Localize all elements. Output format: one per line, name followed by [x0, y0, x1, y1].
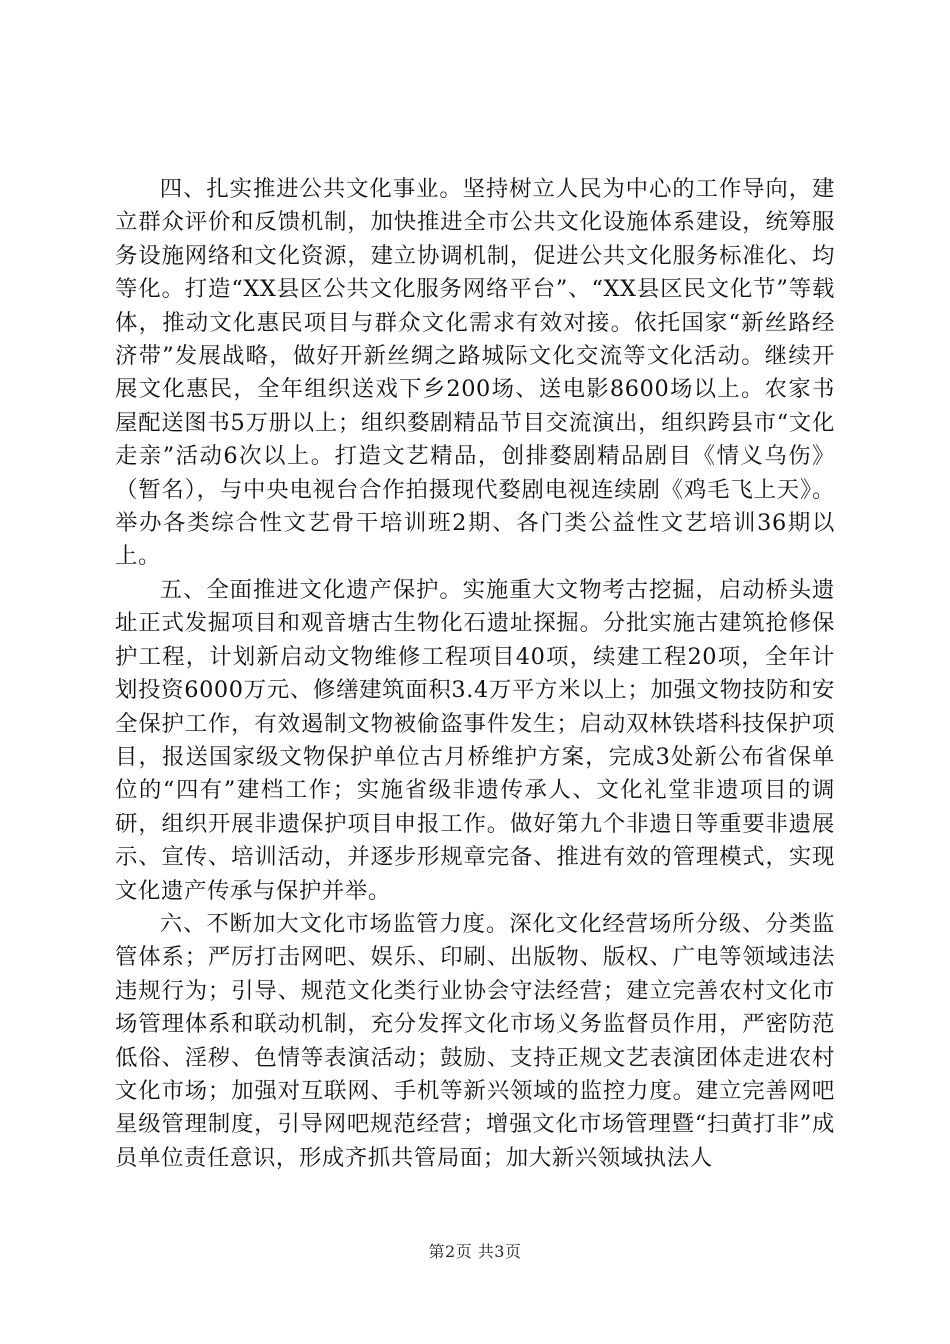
paragraph-heritage-protection: 五、全面推进文化遗产保护。实施重大文物考古挖掘，启动桥头遗址正式发掘项目和观音塘古生物化石遗址探掘。分批实施古建筑抢修保护工程，计划新启动文物维修工程项目40项，续建工程20项，全年计划投资6000万元、修缮建筑面积3.4万平方米以上；加强文物技防和安全保护工作，有效遏制文物被偷盗事件发生；启动双林铁塔科技保护项目，报送国家级文物保护单位古月桥维护方案，完成3处新公布省保单位的“四有”建档工作；实施省级非遗传承人、文化礼堂非遗项目的调研，组织开展非遗保护项目申报工作。做好第九个非遗日等重要非遗展示、宣传、培训活动，并逐步形规章完备、推进有效的管理模式，实现文化遗产传承与保护并举。	[115, 576, 835, 904]
paragraph-public-culture: 四、扎实推进公共文化事业。坚持树立人民为中心的工作导向，建立群众评价和反馈机制，加快推进全市公共文化设施体系建设，统筹服务设施网络和文化资源，建立协调机制，促进公共文化服务标准化、均等化。打造“XX县区公共文化服务网络平台”、“XX县区民文化节”等载体，推动文化惠民项目与群众文化需求有效对接。依托国家“新丝路经济带”发展战略，做好开新丝绸之路城际文化交流等文化活动。继续开展文化惠民，全年组织送戏下乡200场、送电影8600场以上。农家书屋配送图书5万册以上；组织婺剧精品节目交流演出，组织跨县市“文化走亲”活动6次以上。打造文艺精品，创排婺剧精品剧目《情义乌伤》（暂名），与中央电视台合作拍摄现代婺剧电视连续剧《鸡毛飞上天》。举办各类综合性文艺骨干培训班2期、各门类公益性文艺培训36期以上。	[115, 176, 835, 570]
page-footer: 第2页 共3页	[428, 1242, 522, 1261]
paragraph-market-supervision: 六、不断加大文化市场监管力度。深化文化经营场所分级、分类监管体系；严厉打击网吧、娱乐、印刷、出版物、版权、广电等领域违法违规行为；引导、规范文化类行业协会守法经营；建立完善农村文化市场管理体系和联动机制，充分发挥文化市场义务监督员作用，严密防范低俗、淫秽、色情等表演活动；鼓励、支持正规文艺表演团体走进农村文化市场；加强对互联网、手机等新兴领域的监控力度。建立完善网吧星级管理制度，引导网吧规范经营；增强文化市场管理暨“扫黄打非”成员单位责任意识，形成齐抓共管局面；加大新兴领域执法人	[115, 910, 835, 1171]
document-body	[115, 173, 835, 1175]
